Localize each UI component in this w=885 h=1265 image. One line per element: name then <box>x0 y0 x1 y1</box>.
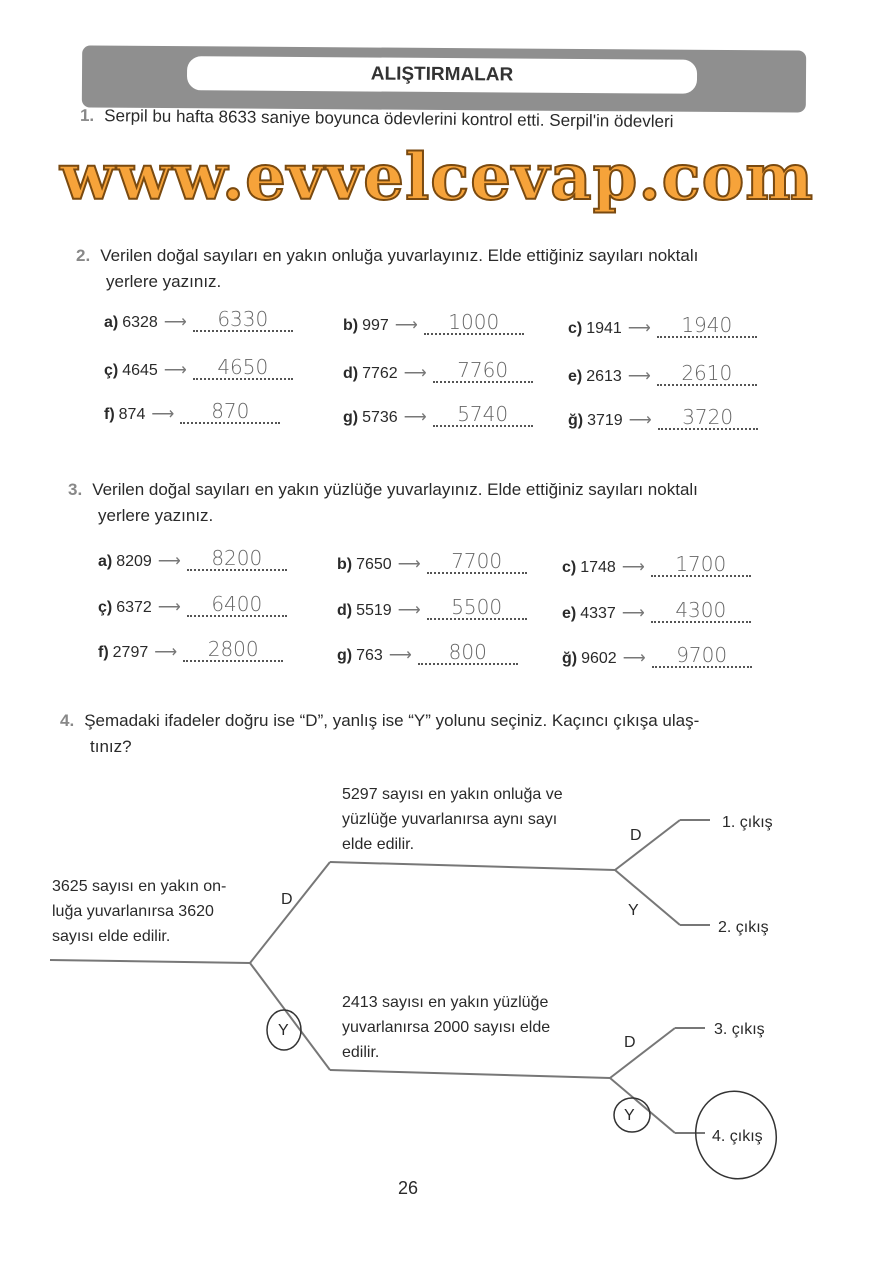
item-label: d) <box>337 602 353 619</box>
item-label: g) <box>337 647 353 664</box>
item-value: 7762 <box>362 365 398 382</box>
item-value: 2797 <box>112 644 149 661</box>
statement-line: 5297 sayısı en yakın onluğa ve <box>342 786 563 803</box>
answer-field[interactable]: 9700 <box>652 644 752 668</box>
item-value: 8209 <box>116 553 152 570</box>
item-label: c) <box>568 320 583 337</box>
arrow-icon: ⟶ <box>388 647 412 664</box>
question-number: 1. <box>79 105 95 126</box>
item-value: 1941 <box>586 320 622 337</box>
item-label: f) <box>104 406 115 423</box>
answer-field[interactable]: 1000 <box>424 311 524 335</box>
branch-y-label: Y <box>624 1107 635 1124</box>
item-value: 9602 <box>581 650 617 667</box>
answer-field[interactable]: 8200 <box>187 547 287 571</box>
statement-line: yüzlüğe yuvarlanırsa aynı sayı <box>342 811 558 828</box>
answer-field[interactable]: 1940 <box>657 314 757 338</box>
arrow-icon: ⟶ <box>397 556 421 573</box>
statement-line: elde edilir. <box>342 836 415 853</box>
upper-statement <box>342 782 563 857</box>
branch-d-label: D <box>630 827 642 844</box>
arrow-icon: ⟶ <box>151 406 175 423</box>
arrow-icon: ⟶ <box>157 599 181 616</box>
arrow-icon: ⟶ <box>157 553 181 570</box>
watermark: www.evvelcevap.com <box>60 140 814 215</box>
answer-field[interactable]: 3720 <box>658 406 758 430</box>
statement-line: 2413 sayısı en yakın yüzlüğe <box>342 994 549 1011</box>
statement-line: edilir. <box>342 1044 380 1061</box>
arrow-icon: ⟶ <box>621 559 645 576</box>
arrow-icon: ⟶ <box>163 314 187 331</box>
item-label: ğ) <box>562 650 578 667</box>
item-label: f) <box>98 644 109 661</box>
branch-d-label: D <box>281 891 293 908</box>
item-label: b) <box>337 556 353 573</box>
arrow-icon: ⟶ <box>628 412 652 429</box>
item-value: 6372 <box>116 599 152 616</box>
answer-field[interactable]: 7700 <box>427 550 527 574</box>
arrow-icon: ⟶ <box>627 320 651 337</box>
item-value: 5736 <box>362 409 398 426</box>
statement-line: 3625 sayısı en yakın on- <box>52 878 227 895</box>
arrow-icon: ⟶ <box>622 650 646 667</box>
item-label: b) <box>343 317 359 334</box>
exit-2: 2. çıkış <box>718 919 769 936</box>
arrow-icon: ⟶ <box>403 409 427 426</box>
item-label: ç) <box>104 362 119 379</box>
item-value: 5519 <box>356 602 392 619</box>
question-text: Şemadaki ifadeler doğru ise “D”, yanlış ise “Y” yolunu seçiniz. Kaçıncı çıkışa ulaş- <box>84 711 700 730</box>
item-label: a) <box>98 553 113 570</box>
page-number: 26 <box>398 1178 419 1198</box>
question-text: yerlere yazınız. <box>106 272 222 291</box>
arrow-icon: ⟶ <box>154 644 178 661</box>
exit-3: 3. çıkış <box>714 1021 765 1038</box>
arrow-icon: ⟶ <box>403 365 427 382</box>
item-value: 874 <box>118 406 146 423</box>
question-number: 4. <box>60 711 75 730</box>
statement-line: yuvarlanırsa 2000 sayısı elde <box>342 1019 551 1036</box>
item-value: 997 <box>362 317 389 334</box>
answer-field[interactable]: 4650 <box>193 356 293 380</box>
branch-y-label: Y <box>628 902 639 919</box>
item-label: ç) <box>98 599 113 616</box>
item-label: e) <box>562 605 577 622</box>
arrow-icon: ⟶ <box>621 605 645 622</box>
lower-statement <box>342 990 550 1065</box>
question-text: Verilen doğal sayıları en yakın onluğa yuvarlayınız. Elde ettiğiniz sayıları noktalı <box>100 246 699 265</box>
arrow-icon: ⟶ <box>397 602 421 619</box>
item-value: 4337 <box>580 605 616 622</box>
answer-field[interactable]: 6330 <box>193 308 293 332</box>
answer-field[interactable]: 5500 <box>427 596 527 620</box>
statement-line: luğa yuvarlanırsa 3620 <box>52 903 214 920</box>
branch-d-label: D <box>624 1034 636 1051</box>
branch-y-label: Y <box>278 1022 289 1039</box>
item-label: g) <box>343 409 359 426</box>
question-text: tınız? <box>90 737 132 756</box>
question-number: 3. <box>68 480 83 499</box>
question-text: Verilen doğal sayıları en yakın yüzlüğe yuvarlayınız. Elde ettiğiniz sayıları noktalı <box>92 480 698 499</box>
item-label: ğ) <box>568 412 584 429</box>
answer-field[interactable]: 5740 <box>433 403 533 427</box>
arrow-icon: ⟶ <box>163 362 187 379</box>
item-value: 6328 <box>122 314 158 331</box>
item-label: e) <box>568 368 583 385</box>
answer-field[interactable]: 1700 <box>651 553 751 577</box>
exit-4: 4. çıkış <box>712 1128 763 1145</box>
answer-field[interactable]: 2610 <box>657 362 757 386</box>
question-text: yerlere yazınız. <box>98 506 214 525</box>
answer-field[interactable]: 2800 <box>183 638 283 662</box>
root-statement <box>52 874 226 949</box>
answer-field[interactable]: 800 <box>418 641 518 665</box>
answer-field[interactable]: 7760 <box>433 359 533 383</box>
item-value: 763 <box>356 647 383 664</box>
item-label: d) <box>343 365 359 382</box>
section-title: ALIŞTIRMALAR <box>187 56 697 94</box>
item-label: c) <box>562 559 577 576</box>
statement-line: sayısı elde edilir. <box>52 928 171 945</box>
answer-field[interactable]: 4300 <box>651 599 751 623</box>
arrow-icon: ⟶ <box>394 317 418 334</box>
item-label: a) <box>104 314 119 331</box>
exit-1: 1. çıkış <box>722 814 773 831</box>
question-text: Serpil bu hafta 8633 saniye boyunca ödevlerini kontrol etti. Serpil'in ödevleri <box>104 106 674 132</box>
answer-field[interactable]: 870 <box>180 400 280 424</box>
answer-field[interactable]: 6400 <box>187 593 287 617</box>
item-value: 1748 <box>580 559 616 576</box>
item-value: 4645 <box>122 362 158 379</box>
question-number: 2. <box>76 246 91 265</box>
item-value: 7650 <box>356 556 392 573</box>
arrow-icon: ⟶ <box>627 368 651 385</box>
item-value: 2613 <box>586 368 622 385</box>
item-value: 3719 <box>587 412 623 429</box>
